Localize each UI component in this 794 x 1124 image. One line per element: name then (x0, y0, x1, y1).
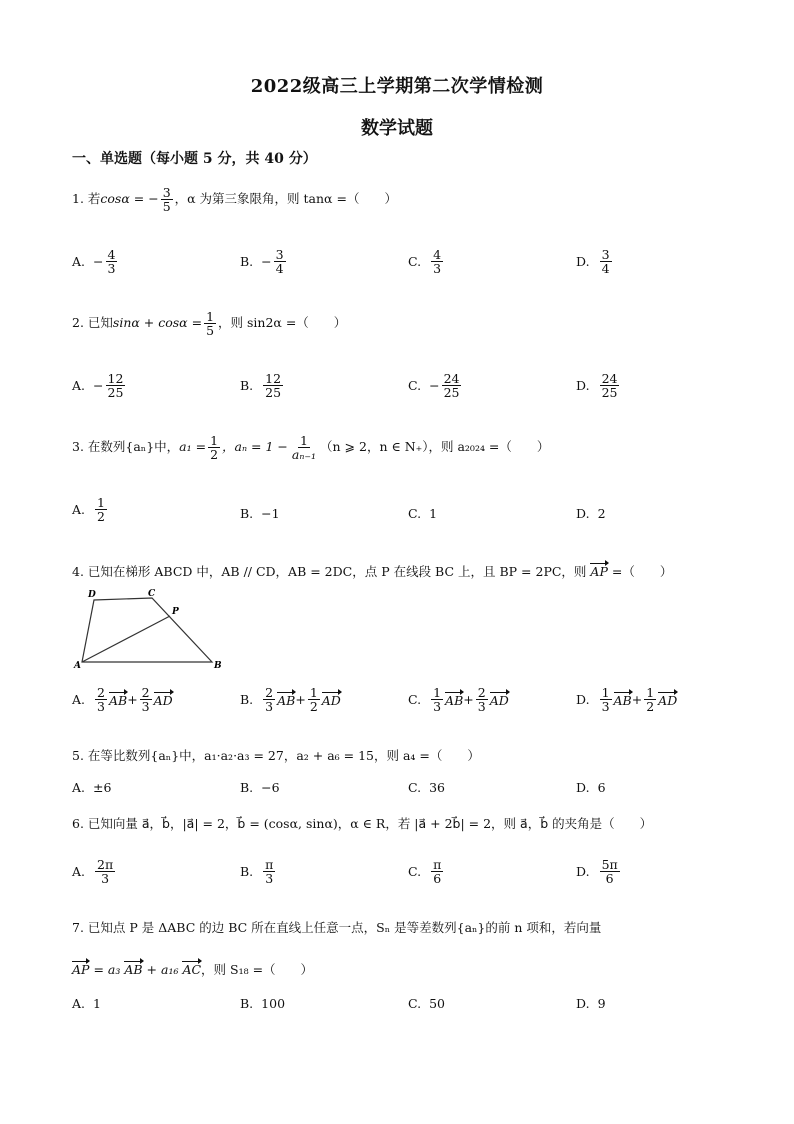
trapezoid-diagram (72, 588, 232, 668)
q7-option-d: D. 9 (576, 996, 606, 1011)
question-2: 2. 已知sinα + cosα = $\frac{1}{5}$ ，则 sin2α =（ ） (72, 309, 347, 339)
q5-option-a: A. ±6 (72, 780, 112, 795)
exam-title: 2022级高三上学期第二次学情检测 (250, 76, 544, 97)
q3-option-b: B. −1 (240, 506, 280, 521)
q3-option-d: D. 2 (576, 506, 606, 521)
q5-option-c: C. 36 (408, 780, 445, 795)
question-6: 6. 已知向量 a⃗，b⃗，|a⃗| = 2，b⃗ = (cosα, sinα)，α ∈ R，若 |a⃗ + 2b⃗| = 2，则 a⃗，b⃗ 的夹角是（ ） (72, 816, 653, 831)
q7-option-a: A. 1 (72, 996, 101, 1011)
q2-option-a: A. − $\frac{12}{25}$ (72, 371, 124, 401)
segment-ap (82, 616, 170, 662)
question-5: 5. 在等比数列{aₙ}中，a₁·a₂·a₃ = 27，a₂ + a₆ = 15，则 a₄ =（ ） (72, 748, 480, 763)
question-3: 3. 在数列{aₙ}中，a₁ = $\frac{1}{2}$ ，aₙ = 1 − $\frac{1}{\text{aₙ₋₁}}$ （n ⩾ 2，n ∈ N₊），则 a₂₀₂₄ =（ ） (72, 433, 550, 463)
q2-option-c: C. − $\frac{24}{25}$ (408, 371, 460, 401)
q4-option-c: C. $\frac{1}{3}$ AB + $\frac{2}{3}$ AD (408, 685, 509, 715)
question-7-line-1: 7. 已知点 P 是 ΔABC 的边 BC 所在直线上任意一点，Sₙ 是等差数列{aₙ}的前 n 项和，若向量 (72, 920, 602, 935)
q4-option-a: A. $\frac{2}{3}$ AB + $\frac{2}{3}$ AD (72, 685, 173, 715)
q4-option-d: D. $\frac{1}{3}$ AB + $\frac{1}{2}$ AD (576, 685, 678, 715)
q6-option-b: B. $\frac{\pi}{3}$ (240, 857, 274, 887)
q1-option-a: A. − $\frac{4}{3}$ (72, 247, 116, 277)
section-heading: 一、单选题（每小题 5 分，共 40 分） (72, 151, 317, 167)
label-a: A (74, 661, 81, 668)
question-4: 4. 已知在梯形 ABCD 中，AB // CD，AB = 2DC，点 P 在线段 BC 上，且 BP = 2PC，则 AP =（ ） (72, 564, 673, 579)
q6-option-c: C. $\frac{\pi}{6}$ (408, 857, 442, 887)
q1-option-b: B. − $\frac{3}{4}$ (240, 247, 284, 277)
label-p: P (172, 607, 179, 617)
q2-option-d: D. $\frac{24}{25}$ (576, 371, 618, 401)
q3-option-a: A. $\frac{1}{2}$ (72, 495, 105, 525)
question-7-line-2: AP = a₃ AB + a₁₆ AC，则 S₁₈ =（ ） (72, 962, 314, 977)
q7-option-b: B. 100 (240, 996, 286, 1011)
q2-option-b: B. $\frac{12}{25}$ (240, 371, 282, 401)
q1-option-d: D. $\frac{3}{4}$ (576, 247, 610, 277)
q6-option-d: D. $\frac{5\pi}{6}$ (576, 857, 618, 887)
q6-option-a: A. $\frac{2\pi}{3}$ (72, 857, 114, 887)
question-1: 1. 若cosα = − $\frac{3}{5}$ ，α 为第三象限角，则 tanα =（ ） (72, 185, 397, 215)
label-b: B (214, 661, 222, 668)
q4-option-b: B. $\frac{2}{3}$ AB + $\frac{1}{2}$ AD (240, 685, 341, 715)
q3-option-c: C. 1 (408, 506, 438, 521)
q5-option-d: D. 6 (576, 780, 606, 795)
label-c: C (148, 589, 156, 599)
q7-option-c: C. 50 (408, 996, 445, 1011)
label-d: D (88, 590, 96, 600)
exam-subtitle: 数学试题 (361, 118, 433, 139)
q1-option-c: C. $\frac{4}{3}$ (408, 247, 442, 277)
q5-option-b: B. −6 (240, 780, 280, 795)
